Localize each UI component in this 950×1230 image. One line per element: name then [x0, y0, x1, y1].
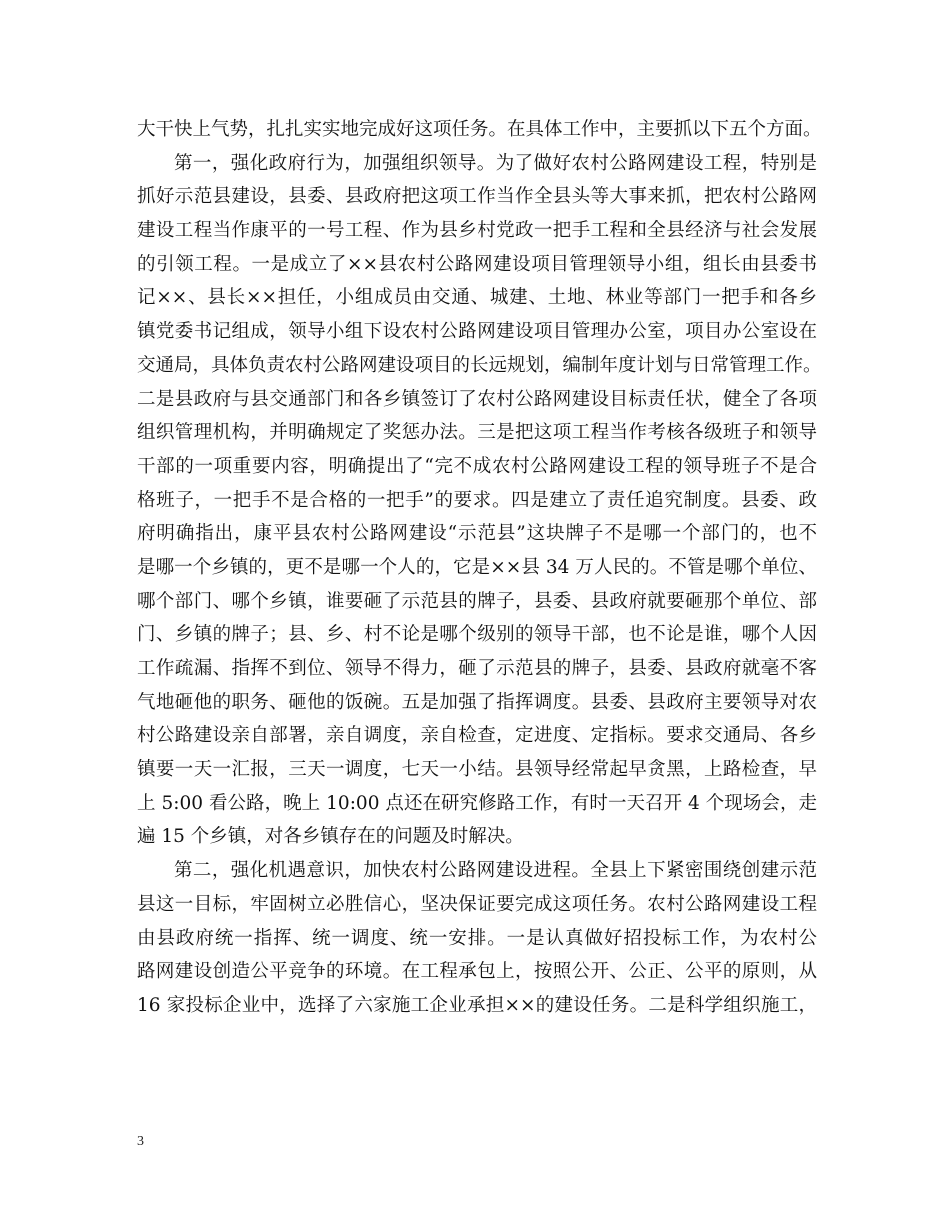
text-line: 是哪一个乡镇的，更不是哪一个人的，它是××县 34 万人民的。不管是哪个单位、	[137, 556, 817, 578]
text-line: 格班子，一把手不是合格的一把手”的要求。四是建立了责任追究制度。县委、政	[137, 489, 817, 511]
text-line: 镇要一天一汇报，三天一调度，七天一小结。县领导经常起早贪黑，上路检查，早	[137, 759, 817, 781]
text-line: 建设工程当作康平的一号工程、作为县乡村党政一把手工程和全县经济与社会发展	[137, 220, 817, 242]
text-line: 由县政府统一指挥、统一调度、统一安排。一是认真做好招投标工作，为农村公	[137, 927, 817, 949]
text-line: 第二，强化机遇意识，加快农村公路网建设进程。全县上下紧密围绕创建示范	[174, 860, 817, 882]
text-line: 上 5:00 看公路，晚上 10:00 点还在研究修路工作，有时一天召开 4 个现场会，走	[137, 792, 817, 814]
text-line: 的引领工程。一是成立了××县农村公路网建设项目管理领导小组，组长由县委书	[137, 253, 817, 275]
text-line: 哪个部门、哪个乡镇，谁要砸了示范县的牌子，县委、县政府就要砸那个单位、部	[137, 590, 817, 612]
page-number: 3	[137, 1134, 144, 1149]
text-line: 村公路建设亲自部署，亲自调度，亲自检查，定进度、定指标。要求交通局、各乡	[137, 725, 817, 747]
text-line: 二是县政府与县交通部门和各乡镇签订了农村公路网建设目标责任状，健全了各项	[137, 388, 817, 410]
text-line: 工作疏漏、指挥不到位、领导不得力，砸了示范县的牌子，县委、县政府就毫不客	[137, 658, 817, 679]
text-line: 抓好示范县建设，县委、县政府把这项工作当作全县头等大事来抓，把农村公路网	[137, 186, 817, 208]
text-line: 16 家投标企业中，选择了六家施工企业承担××的建设任务。二是科学组织施工，	[137, 994, 817, 1016]
text-line: 遍 15 个乡镇，对各乡镇存在的问题及时解决。	[137, 826, 524, 848]
text-line: 路网建设创造公平竞争的环境。在工程承包上，按照公开、公正、公平的原则，从	[137, 961, 817, 983]
text-line: 县这一目标，牢固树立必胜信心，坚决保证要完成这项任务。农村公路网建设工程	[137, 893, 817, 915]
body-text	[137, 113, 822, 1023]
text-line: 记××、县长××担任，小组成员由交通、城建、土地、林业等部门一把手和各乡	[137, 287, 817, 309]
text-line: 交通局，具体负责农村公路网建设项目的长远规划，编制年度计划与日常管理工作。	[137, 354, 822, 376]
text-line: 府明确指出，康平县农村公路网建设“示范县”这块牌子不是哪一个部门的，也不	[137, 523, 817, 545]
text-line: 组织管理机构，并明确规定了奖惩办法。三是把这项工程当作考核各级班子和领导	[137, 422, 817, 444]
text-line: 第一，强化政府行为，加强组织领导。为了做好农村公路网建设工程，特别是	[174, 152, 817, 174]
text-line: 镇党委书记组成，领导小组下设农村公路网建设项目管理办公室，项目办公室设在	[137, 321, 817, 343]
text-line: 干部的一项重要内容，明确提出了“完不成农村公路网建设工程的领导班子不是合	[137, 455, 817, 477]
text-line: 门、乡镇的牌子；县、乡、村不论是哪个级别的领导干部，也不论是谁，哪个人因	[137, 624, 817, 646]
text-line: 大干快上气势，扎扎实实地完成好这项任务。在具体工作中，主要抓以下五个方面。	[137, 119, 822, 140]
text-line: 气地砸他的职务、砸他的饭碗。五是加强了指挥调度。县委、县政府主要领导对农	[137, 691, 817, 713]
